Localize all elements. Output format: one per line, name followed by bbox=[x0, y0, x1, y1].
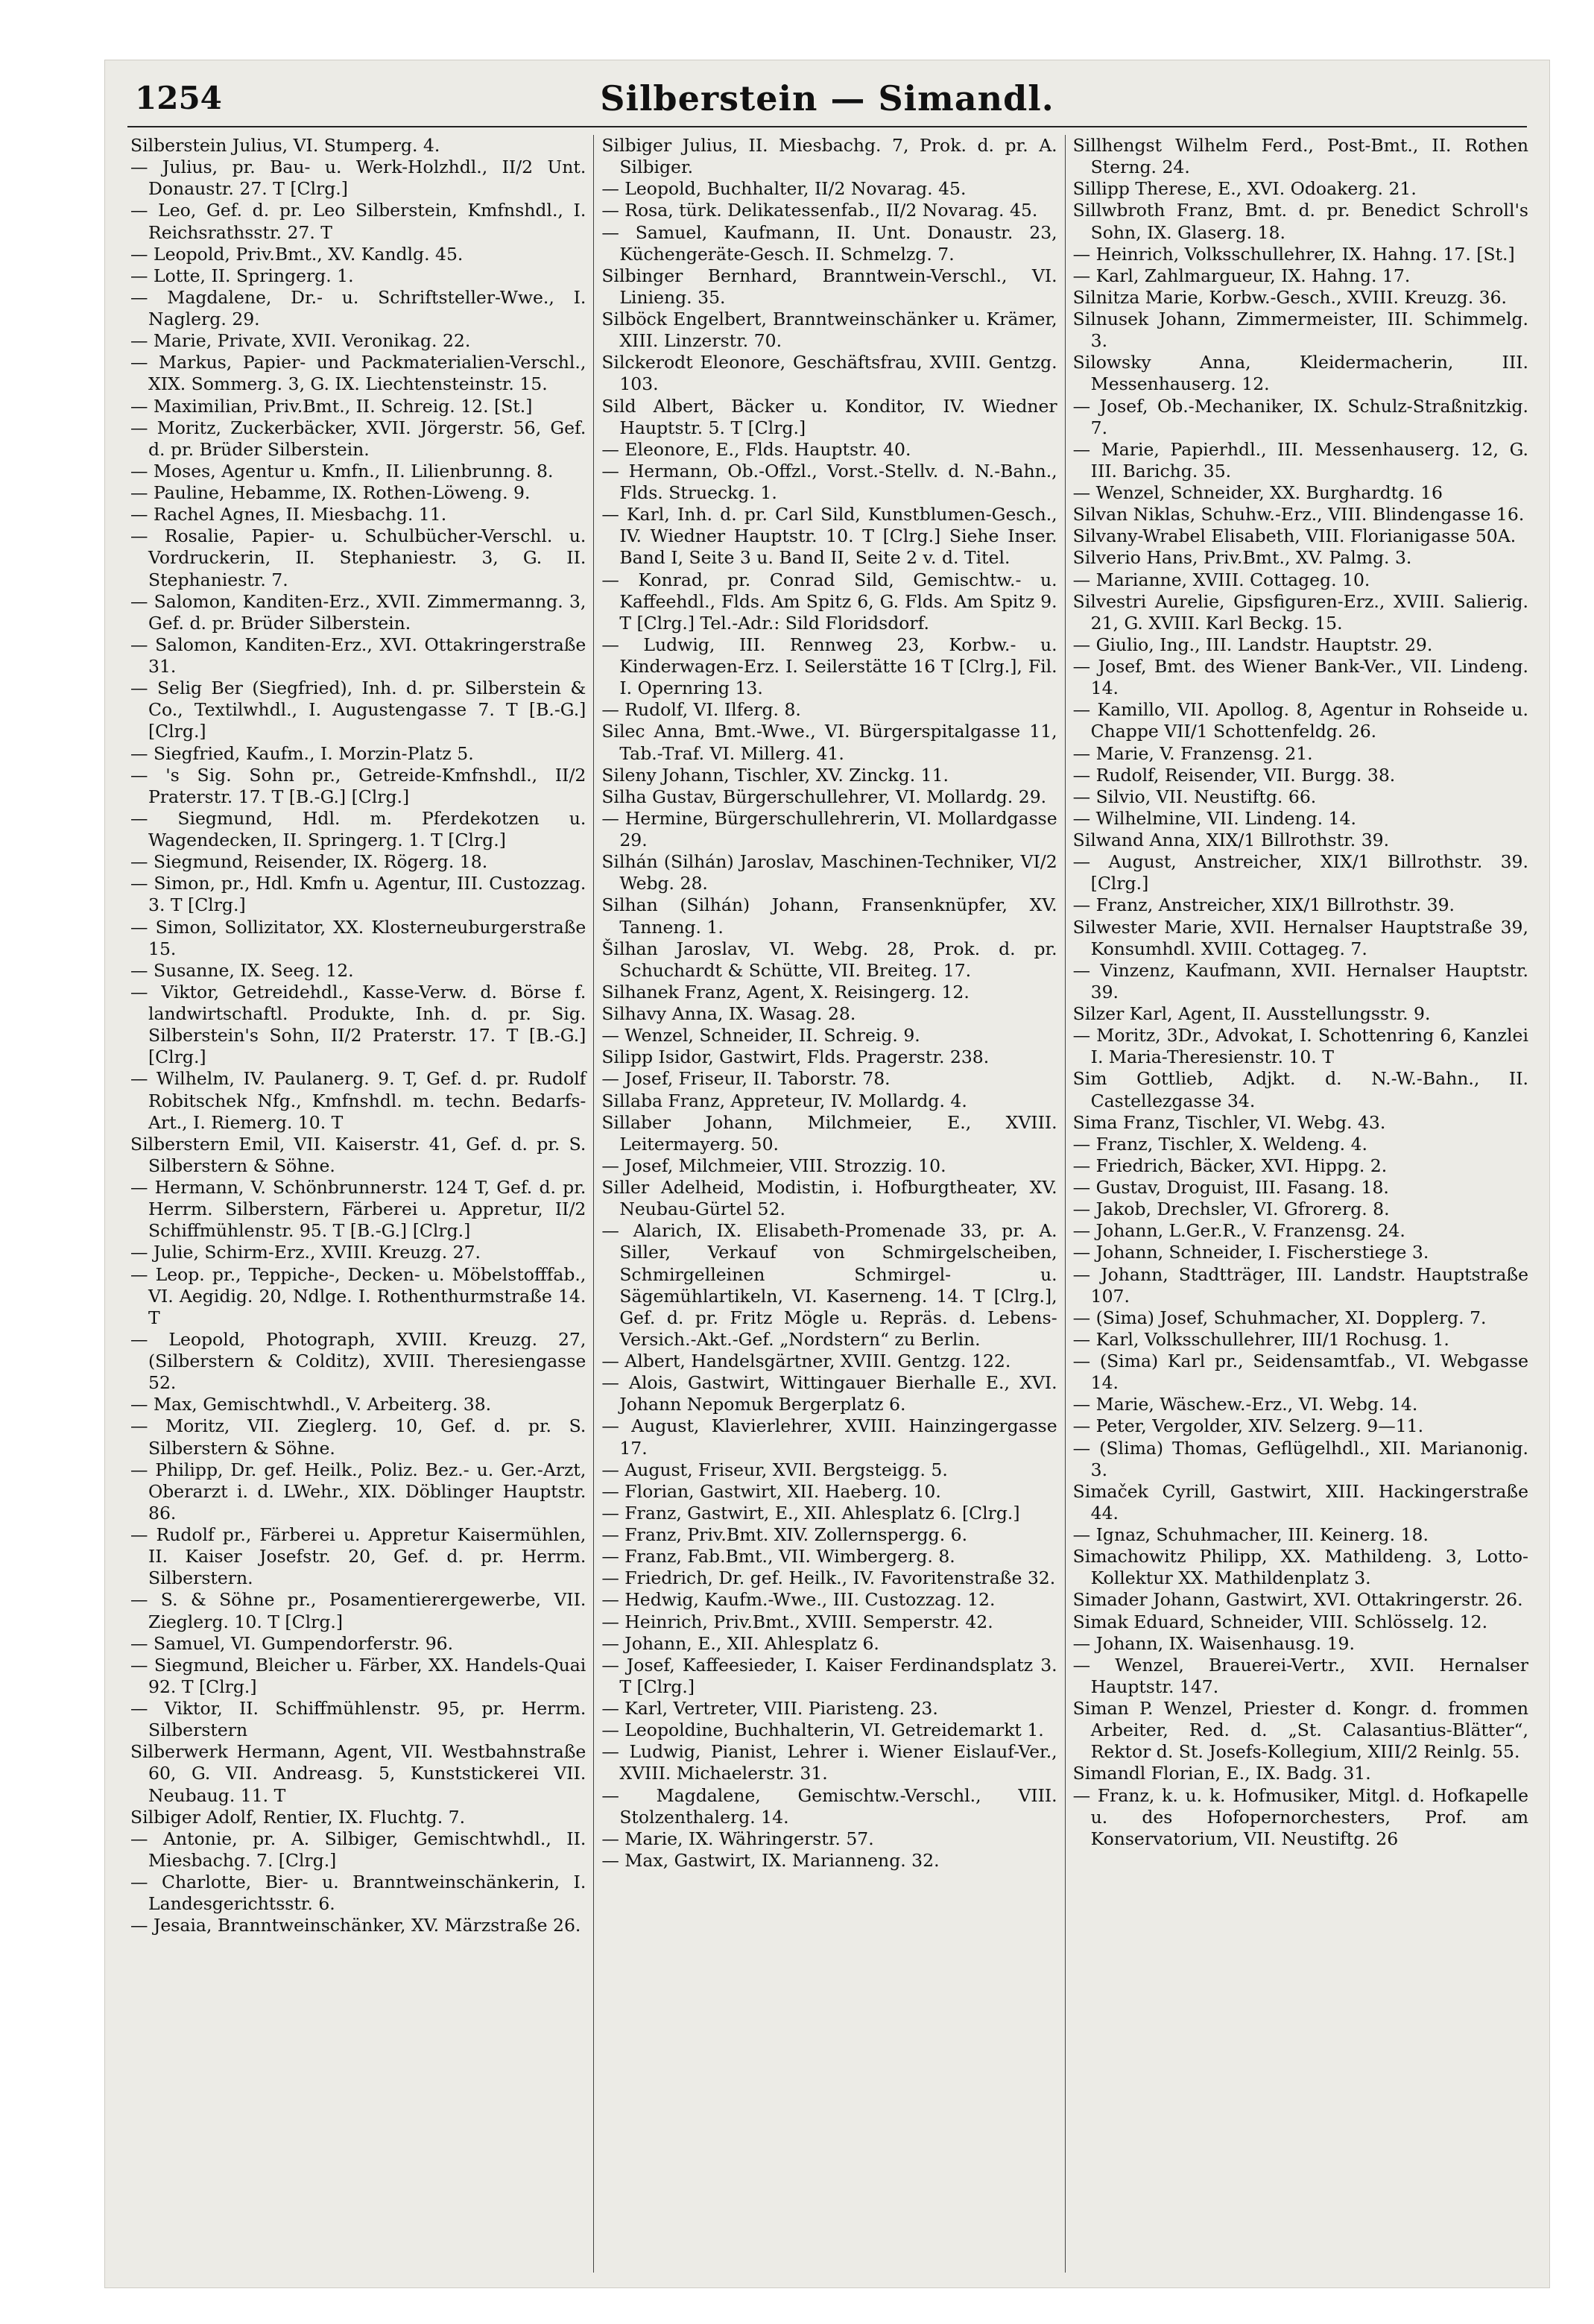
directory-entry: — (Sima) Josef, Schuhmacher, XI. Dopplerg. 7. bbox=[1072, 1307, 1487, 1328]
directory-entry: Silvany-Wrabel Elisabeth, VIII. Florianigasse 50A. bbox=[1072, 525, 1516, 547]
directory-entry: Silwester Marie, XVII. Hernalser Hauptstraße 39, Konsumhdl. XVIII. Cottageg. 7. bbox=[1072, 916, 1528, 959]
directory-entry: Silbiger Julius, II. Miesbachg. 7, Prok. d. pr. A. Silbiger. bbox=[601, 135, 1057, 178]
directory-entry: — Philipp, Dr. gef. Heilk., Poliz. Bez.- u. Ger.-Arzt, Oberarzt i. d. LWehr., XIX. Döblinger Hauptstr. 86. bbox=[130, 1459, 586, 1523]
directory-entry: — Karl, Volksschullehrer, III/1 Rochusg. 1. bbox=[1072, 1328, 1449, 1350]
directory-entry: — Konrad, pr. Conrad Sild, Gemischtw.- u. Kaffeehdl., Flds. Am Spitz 6, G. Flds. Am Spitz 9. T [Clrg.] Tel.-Adr.: Sild Floridsdorf. bbox=[601, 569, 1057, 634]
directory-entry: — Ludwig, III. Rennweg 23, Korbw.- u. Kinderwagen-Erz. I. Seilerstätte 16 T [Clrg.], Fil. I. Opernring 13. bbox=[601, 634, 1057, 699]
directory-entry: — Marianne, XVIII. Cottageg. 10. bbox=[1072, 569, 1370, 590]
directory-entry: — Magdalene, Gemischtw.-Verschl., VIII. Stolzenthalerg. 14. bbox=[601, 1784, 1057, 1828]
directory-entry: — Samuel, Kaufmann, II. Unt. Donaustr. 23, Küchengeräte-Gesch. II. Schmelzg. 7. bbox=[601, 221, 1057, 265]
directory-entry: Sim Gottlieb, Adjkt. d. N.-W.-Bahn., II. Castellezgasse 34. bbox=[1072, 1068, 1528, 1111]
directory-entry: — Wenzel, Schneider, II. Schreig. 9. bbox=[601, 1025, 920, 1046]
directory-entry: — Johann, Schneider, I. Fischerstiege 3. bbox=[1072, 1242, 1429, 1263]
directory-entry: — August, Klavierlehrer, XVIII. Hainzingergasse 17. bbox=[601, 1415, 1057, 1459]
directory-entry: — Friedrich, Dr. gef. Heilk., IV. Favoritenstraße 32. bbox=[601, 1567, 1056, 1589]
directory-entry: — Simon, Sollizitator, XX. Klosterneuburgerstraße 15. bbox=[130, 916, 586, 959]
directory-entry: — Lotte, II. Springerg. 1. bbox=[130, 265, 354, 286]
directory-entry: — Heinrich, Priv.Bmt., XVIII. Semperstr. 42. bbox=[601, 1611, 993, 1632]
directory-entry: Sillhengst Wilhelm Ferd., Post-Bmt., II. Rothen Sterng. 24. bbox=[1072, 135, 1528, 178]
directory-entry: — Siegmund, Hdl. m. Pferdekotzen u. Wagendecken, II. Springerg. 1. T [Clrg.] bbox=[130, 807, 586, 850]
directory-entry: — Karl, Inh. d. pr. Carl Sild, Kunstblumen-Gesch., IV. Wiedner Hauptstr. 10. T [Clrg.] Siehe Inser. Band I, Seite 3 u. Band II, Seite 2 v. d. Titel. bbox=[601, 504, 1057, 569]
directory-entry: — Simon, pr., Hdl. Kmfn u. Agentur, III. Custozzag. 3. T [Clrg.] bbox=[130, 873, 586, 916]
directory-entry: Sillaba Franz, Appreteur, IV. Mollardg. 4. bbox=[601, 1090, 967, 1111]
column-2 bbox=[593, 135, 1064, 2273]
directory-entry: Simachowitz Philipp, XX. Mathildeng. 3, Lotto-Kollektur XX. Mathildenplatz 3. bbox=[1072, 1546, 1528, 1589]
directory-entry: Silha Gustav, Bürgerschullehrer, VI. Mollardg. 29. bbox=[601, 786, 1047, 807]
directory-entry: Silnitza Marie, Korbw.-Gesch., XVIII. Kreuzg. 36. bbox=[1072, 286, 1508, 308]
directory-entry: — Florian, Gastwirt, XII. Haeberg. 10. bbox=[601, 1480, 941, 1502]
page-header bbox=[127, 74, 1527, 127]
directory-entry: Sillwbroth Franz, Bmt. d. pr. Benedict Schroll's Sohn, IX. Glaserg. 18. bbox=[1072, 200, 1528, 243]
directory-entry: — Alois, Gastwirt, Wittingauer Bierhalle E., XVI. Johann Nepomuk Bergerplatz 6. bbox=[601, 1372, 1057, 1415]
directory-entry: — Hermine, Bürgerschullehrerin, VI. Mollardgasse 29. bbox=[601, 807, 1057, 850]
directory-entry: — Josef, Ob.-Mechaniker, IX. Schulz-Straßnitzkig. 7. bbox=[1072, 395, 1528, 438]
directory-entry: Sima Franz, Tischler, VI. Webg. 43. bbox=[1072, 1111, 1386, 1133]
directory-entry: Silvan Niklas, Schuhw.-Erz., VIII. Blindengasse 16. bbox=[1072, 504, 1525, 525]
directory-entry: — Eleonore, E., Flds. Hauptstr. 40. bbox=[601, 438, 911, 460]
directory-entry: — Rudolf pr., Färberei u. Appretur Kaisermühlen, II. Kaiser Josefstr. 20, Gef. d. pr. Herrm. Silberstern. bbox=[130, 1524, 586, 1589]
directory-entry: Šilhan Jaroslav, VI. Webg. 28, Prok. d. pr. Schuchardt & Schütte, VII. Breiteg. 17. bbox=[601, 938, 1057, 981]
directory-entry: — Leo, Gef. d. pr. Leo Silberstein, Kmfnshdl., I. Reichsrathsstr. 27. T bbox=[130, 200, 586, 243]
directory-entry: — Jesaia, Branntweinschänker, XV. Märzstraße 26. bbox=[130, 1915, 581, 1936]
directory-entry: Silberwerk Hermann, Agent, VII. Westbahnstraße 60, G. VII. Andreasg. 5, Kunststickerei VII. Neubaug. 11. T bbox=[130, 1741, 586, 1806]
directory-entry: — Hedwig, Kaufm.-Wwe., III. Custozzag. 12. bbox=[601, 1589, 996, 1611]
directory-entry: — Markus, Papier- und Packmaterialien-Verschl., XIX. Sommerg. 3, G. IX. Liechtensteinstr. 15. bbox=[130, 352, 586, 395]
directory-entry: — Julius, pr. Bau- u. Werk-Holzhdl., II/2 Unt. Donaustr. 27. T [Clrg.] bbox=[130, 157, 586, 200]
directory-entry: — Franz, Priv.Bmt. XIV. Zollernspergg. 6. bbox=[601, 1524, 968, 1545]
directory-entry: — Ignaz, Schuhmacher, III. Keinerg. 18. bbox=[1072, 1524, 1429, 1545]
directory-entry: — (Sima) Karl pr., Seidensamtfab., VI. Webgasse 14. bbox=[1072, 1351, 1528, 1394]
directory-entry: — Moritz, Zuckerbäcker, XVII. Jörgerstr. 56, Gef. d. pr. Brüder Silberstein. bbox=[130, 417, 586, 460]
directory-entry: — Maximilian, Priv.Bmt., II. Schreig. 12. [St.] bbox=[130, 395, 533, 417]
directory-entry: — Josef, Kaffeesieder, I. Kaiser Ferdinandsplatz 3. T [Clrg.] bbox=[601, 1654, 1057, 1697]
directory-entry: — Magdalene, Dr.- u. Schriftsteller-Wwe., I. Naglerg. 29. bbox=[130, 286, 586, 329]
directory-entry: Silec Anna, Bmt.-Wwe., VI. Bürgerspitalgasse 11, Tab.-Traf. VI. Millerg. 41. bbox=[601, 721, 1057, 764]
directory-entry: — Moses, Agentur u. Kmfn., II. Lilienbrunng. 8. bbox=[130, 460, 554, 481]
directory-entry: — Gustav, Droguist, III. Fasang. 18. bbox=[1072, 1177, 1389, 1198]
directory-entry: — Karl, Zahlmargueur, IX. Hahng. 17. bbox=[1072, 265, 1411, 286]
directory-entry: — Wilhelm, IV. Paulanerg. 9. T, Gef. d. pr. Rudolf Robitschek Nfg., Kmfnshdl. m. techn. Bedarfs-Art., I. Riemerg. 10. T bbox=[130, 1068, 586, 1133]
directory-page bbox=[104, 60, 1550, 2288]
directory-entry: — Wilhelmine, VII. Lindeng. 14. bbox=[1072, 807, 1356, 829]
directory-entry: — Kamillo, VII. Apollog. 8, Agentur in Rohseide u. Chappe VII/1 Schottenfeldg. 26. bbox=[1072, 699, 1528, 742]
directory-entry: Sillipp Therese, E., XVI. Odoakerg. 21. bbox=[1072, 178, 1417, 200]
directory-entry: — Ludwig, Pianist, Lehrer i. Wiener Eislauf-Ver., XVIII. Michaelerstr. 31. bbox=[601, 1741, 1057, 1784]
directory-entry: — Siegfried, Kaufm., I. Morzin-Platz 5. bbox=[130, 742, 474, 764]
directory-entry: Sild Albert, Bäcker u. Konditor, IV. Wiedner Hauptstr. 5. T [Clrg.] bbox=[601, 395, 1057, 438]
directory-entry: — Siegmund, Bleicher u. Färber, XX. Handels-Quai 92. T [Clrg.] bbox=[130, 1654, 586, 1697]
directory-entry: — 's Sig. Sohn pr., Getreide-Kmfnshdl., II/2 Praterstr. 17. T [B.-G.] [Clrg.] bbox=[130, 764, 586, 807]
directory-entry: — Antonie, pr. A. Silbiger, Gemischtwhdl., II. Miesbachg. 7. [Clrg.] bbox=[130, 1828, 586, 1871]
directory-entry: — Wenzel, Brauerei-Vertr., XVII. Hernalser Hauptstr. 147. bbox=[1072, 1654, 1528, 1697]
running-title: Silberstein — Simandl. bbox=[600, 78, 1054, 119]
directory-entry: — Rachel Agnes, II. Miesbachg. 11. bbox=[130, 504, 447, 525]
directory-entry: Simader Johann, Gastwirt, XVI. Ottakringerstr. 26. bbox=[1072, 1589, 1523, 1611]
directory-entry: Sillaber Johann, Milchmeier, E., XVIII. Leitermayerg. 50. bbox=[601, 1111, 1057, 1155]
directory-entry: — (Slima) Thomas, Geflügelhdl., XII. Marianonig. 3. bbox=[1072, 1437, 1528, 1480]
page-number: 1254 bbox=[135, 80, 222, 116]
directory-entry: — Vinzenz, Kaufmann, XVII. Hernalser Hauptstr. 39. bbox=[1072, 959, 1528, 1002]
directory-entry: — Salomon, Kanditen-Erz., XVI. Ottakringerstraße 31. bbox=[130, 634, 586, 677]
directory-entry: — Siegmund, Reisender, IX. Rögerg. 18. bbox=[130, 851, 488, 873]
directory-entry: — Friedrich, Bäcker, XVI. Hippg. 2. bbox=[1072, 1155, 1388, 1176]
directory-entry: — Josef, Friseur, II. Taborstr. 78. bbox=[601, 1068, 891, 1090]
directory-entry: — Franz, k. u. k. Hofmusiker, Mitgl. d. Hofkapelle u. des Hofopernorchesters, Prof. am Konservatorium, VII. Neustiftg. 26 bbox=[1072, 1784, 1528, 1849]
directory-entry: — Max, Gastwirt, IX. Marianneng. 32. bbox=[601, 1849, 940, 1871]
directory-entry: — Moritz, 3Dr., Advokat, I. Schottenring 6, Kanzlei I. Maria-Theresienstr. 10. T bbox=[1072, 1025, 1528, 1068]
directory-entry: — Franz, Fab.Bmt., VII. Wimbergerg. 8. bbox=[601, 1546, 955, 1567]
directory-entry: Silckerodt Eleonore, Geschäftsfrau, XVIII. Gentzg. 103. bbox=[601, 352, 1057, 395]
directory-entry: — Rudolf, Reisender, VII. Burgg. 38. bbox=[1072, 764, 1396, 786]
directory-entry: — Johann, L.Ger.R., V. Franzensg. 24. bbox=[1072, 1220, 1405, 1242]
directory-entry: — Viktor, Getreidehdl., Kasse-Verw. d. Börse f. landwirtschaftl. Produkte, Inh. d. pr. Sig. Silberstein's Sohn, II/2 Praterstr. 17. T [B.-G.] [Clrg.] bbox=[130, 981, 586, 1068]
directory-entry: Silbiger Adolf, Rentier, IX. Fluchtg. 7. bbox=[130, 1806, 466, 1828]
directory-entry: — Pauline, Hebamme, IX. Rothen-Löweng. 9. bbox=[130, 482, 531, 503]
directory-entry: — Selig Ber (Siegfried), Inh. d. pr. Silberstein & Co., Textilwhdl., I. Augustengasse 7. T [B.-G.] [Clrg.] bbox=[130, 678, 586, 742]
directory-entry: Silvestri Aurelie, Gipsfiguren-Erz., XVIII. Salierig. 21, G. XVIII. Karl Beckg. 15. bbox=[1072, 590, 1528, 634]
directory-entry: — Hermann, Ob.-Offzl., Vorst.-Stellv. d. N.-Bahn., Flds. Strueckg. 1. bbox=[601, 460, 1057, 503]
directory-entry: Silipp Isidor, Gastwirt, Flds. Pragerstr. 238. bbox=[601, 1046, 990, 1068]
directory-entry: — Karl, Vertreter, VIII. Piaristeng. 23. bbox=[601, 1698, 938, 1719]
directory-entry: Sileny Johann, Tischler, XV. Zinckg. 11. bbox=[601, 764, 949, 786]
directory-entry: — Marie, Papierhdl., III. Messenhauserg. 12, G. III. Barichg. 35. bbox=[1072, 438, 1528, 481]
directory-entry: — Wenzel, Schneider, XX. Burghardtg. 16 bbox=[1072, 482, 1443, 503]
directory-entry: — Susanne, IX. Seeg. 12. bbox=[130, 959, 354, 981]
directory-entry: — Marie, V. Franzensg. 21. bbox=[1072, 742, 1313, 764]
directory-entry: — Johann, E., XII. Ahlesplatz 6. bbox=[601, 1632, 879, 1654]
directory-entry: Silnusek Johann, Zimmermeister, III. Schimmelg. 3. bbox=[1072, 309, 1528, 352]
directory-entry: — Johann, Stadtträger, III. Landstr. Hauptstraße 107. bbox=[1072, 1263, 1528, 1307]
directory-entry: — Franz, Anstreicher, XIX/1 Billrothstr. 39. bbox=[1072, 894, 1455, 916]
directory-entry: — Salomon, Kanditen-Erz., XVII. Zimmermanng. 3, Gef. d. pr. Brüder Silberstein. bbox=[130, 590, 586, 634]
directory-entry: — Marie, IX. Währingerstr. 57. bbox=[601, 1828, 874, 1849]
directory-entry: — Alarich, IX. Elisabeth-Promenade 33, pr. A. Siller, Verkauf von Schmirgelscheiben, Schmirgelleinen Schmirgel- u. Sägemühlartikeln, VI. Kaserneng. 14. T [Clrg.], Gef. d. pr. Fritz Mögle u. Repräs. d. Lebens-Versich.-Akt.-Gef. „Nordstern“ zu Berlin. bbox=[601, 1220, 1057, 1350]
directory-entry: — Rudolf, VI. Ilferg. 8. bbox=[601, 699, 801, 721]
directory-entry: — Jakob, Drechsler, VI. Gfrorerg. 8. bbox=[1072, 1199, 1390, 1220]
directory-entry: — Leopold, Buchhalter, II/2 Novarag. 45. bbox=[601, 178, 967, 200]
directory-entry: — Silvio, VII. Neustiftg. 66. bbox=[1072, 786, 1317, 807]
directory-entry: Silhán (Silhán) Jaroslav, Maschinen-Techniker, VI/2 Webg. 28. bbox=[601, 851, 1057, 894]
directory-entry: — Viktor, II. Schiffmühlenstr. 95, pr. Herrm. Silberstern bbox=[130, 1698, 586, 1741]
directory-entry: — Max, Gemischtwhdl., V. Arbeiterg. 38. bbox=[130, 1394, 492, 1415]
directory-entry: Silhavy Anna, IX. Wasag. 28. bbox=[601, 1003, 856, 1024]
directory-entry: — Samuel, VI. Gumpendorferstr. 96. bbox=[130, 1632, 454, 1654]
directory-entry: Silberstein Julius, VI. Stumperg. 4. bbox=[130, 135, 440, 156]
directory-entry: — Julie, Schirm-Erz., XVIII. Kreuzg. 27. bbox=[130, 1242, 481, 1263]
directory-entry: — Leopold, Photograph, XVIII. Kreuzg. 27, (Silberstern & Colditz), XVIII. Theresiengasse 52. bbox=[130, 1328, 586, 1394]
directory-entry: — Moritz, VII. Zieglerg. 10, Gef. d. pr. S. Silberstern & Söhne. bbox=[130, 1415, 586, 1459]
directory-entry: Silbinger Bernhard, Branntwein-Verschl., VI. Linieng. 35. bbox=[601, 265, 1057, 308]
directory-entry: — Hermann, V. Schönbrunnerstr. 124 T, Gef. d. pr. Herrm. Silberstern, Färberei u. Appretur, II/2 Schiffmühlenstr. 95. T [B.-G.] [Clrg.] bbox=[130, 1177, 586, 1242]
directory-entry: — August, Anstreicher, XIX/1 Billrothstr. 39. [Clrg.] bbox=[1072, 851, 1528, 894]
directory-entry: Silzer Karl, Agent, II. Ausstellungsstr. 9. bbox=[1072, 1003, 1431, 1024]
directory-entry: — Franz, Tischler, X. Weldeng. 4. bbox=[1072, 1133, 1368, 1155]
directory-entry: — Marie, Wäschew.-Erz., VI. Webg. 14. bbox=[1072, 1394, 1418, 1415]
directory-entry: — Josef, Bmt. des Wiener Bank-Ver., VII. Lindeng. 14. bbox=[1072, 656, 1528, 699]
directory-entry: — Giulio, Ing., III. Landstr. Hauptstr. 29. bbox=[1072, 634, 1433, 655]
directory-entry: — Rosa, türk. Delikatessenfab., II/2 Novarag. 45. bbox=[601, 200, 1038, 221]
directory-entry: Silböck Engelbert, Branntweinschänker u. Krämer, XIII. Linzerstr. 70. bbox=[601, 309, 1057, 352]
directory-entry: — Leop. pr., Teppiche-, Decken- u. Möbelstofffab., VI. Aegidig. 20, Ndlge. I. Rothenthurmstraße 14. T bbox=[130, 1263, 586, 1328]
directory-entry: — Heinrich, Volksschullehrer, IX. Hahng. 17. [St.] bbox=[1072, 243, 1515, 265]
directory-entry: — Peter, Vergolder, XIV. Selzerg. 9—11. bbox=[1072, 1415, 1424, 1437]
directory-entry: — Albert, Handelsgärtner, XVIII. Gentzg. 122. bbox=[601, 1351, 1011, 1371]
directory-entry: Silverio Hans, Priv.Bmt., XV. Palmg. 3. bbox=[1072, 547, 1412, 569]
column-1 bbox=[123, 135, 593, 2273]
directory-entry: — Franz, Gastwirt, E., XII. Ahlesplatz 6. [Clrg.] bbox=[601, 1502, 1020, 1523]
directory-entry: — Rosalie, Papier- u. Schulbücher-Verschl. u. Vordruckerin, II. Stephaniestr. 3, G. II. Stephaniestr. 7. bbox=[130, 525, 586, 590]
directory-entry: — Charlotte, Bier- u. Branntweinschänkerin, I. Landesgerichtsstr. 6. bbox=[130, 1872, 586, 1915]
directory-entry: — S. & Söhne pr., Posamentierergewerbe, VII. Zieglerg. 10. T [Clrg.] bbox=[130, 1589, 586, 1632]
directory-entry: Silhanek Franz, Agent, X. Reisingerg. 12. bbox=[601, 981, 970, 1002]
directory-entry: Silwand Anna, XIX/1 Billrothstr. 39. bbox=[1072, 830, 1390, 850]
directory-entry: — Johann, IX. Waisenhausg. 19. bbox=[1072, 1632, 1355, 1654]
directory-entry: Simak Eduard, Schneider, VIII. Schlösselg. 12. bbox=[1072, 1611, 1488, 1632]
directory-entry: Silowsky Anna, Kleidermacherin, III. Messenhauserg. 12. bbox=[1072, 352, 1528, 395]
directory-entry: Siman P. Wenzel, Priester d. Kongr. d. frommen Arbeiter, Red. d. „St. Calasantius-Blätter“, Rektor d. St. Josefs-Kollegium, XIII/2 Reinlg. 55. bbox=[1072, 1698, 1528, 1763]
directory-entry: — Leopoldine, Buchhalterin, VI. Getreidemarkt 1. bbox=[601, 1720, 1044, 1741]
directory-entry: — Josef, Milchmeier, VIII. Strozzig. 10. bbox=[601, 1155, 946, 1176]
directory-entry: Silhan (Silhán) Johann, Fransenknüpfer, XV. Tanneng. 1. bbox=[601, 894, 1057, 938]
directory-entry: — Leopold, Priv.Bmt., XV. Kandlg. 45. bbox=[130, 243, 464, 265]
directory-entry: Simaček Cyrill, Gastwirt, XIII. Hackingerstraße 44. bbox=[1072, 1480, 1528, 1523]
directory-columns bbox=[123, 135, 1536, 2273]
directory-entry: Simandl Florian, E., IX. Badg. 31. bbox=[1072, 1763, 1371, 1784]
directory-entry: Siller Adelheid, Modistin, i. Hofburgtheater, XV. Neubau-Gürtel 52. bbox=[601, 1177, 1057, 1220]
directory-entry: — August, Friseur, XVII. Bergsteigg. 5. bbox=[601, 1459, 948, 1480]
directory-entry: Silberstern Emil, VII. Kaiserstr. 41, Gef. d. pr. S. Silberstern & Söhne. bbox=[130, 1133, 586, 1176]
directory-entry: — Marie, Private, XVII. Veronikag. 22. bbox=[130, 330, 471, 352]
column-3 bbox=[1065, 135, 1536, 2273]
